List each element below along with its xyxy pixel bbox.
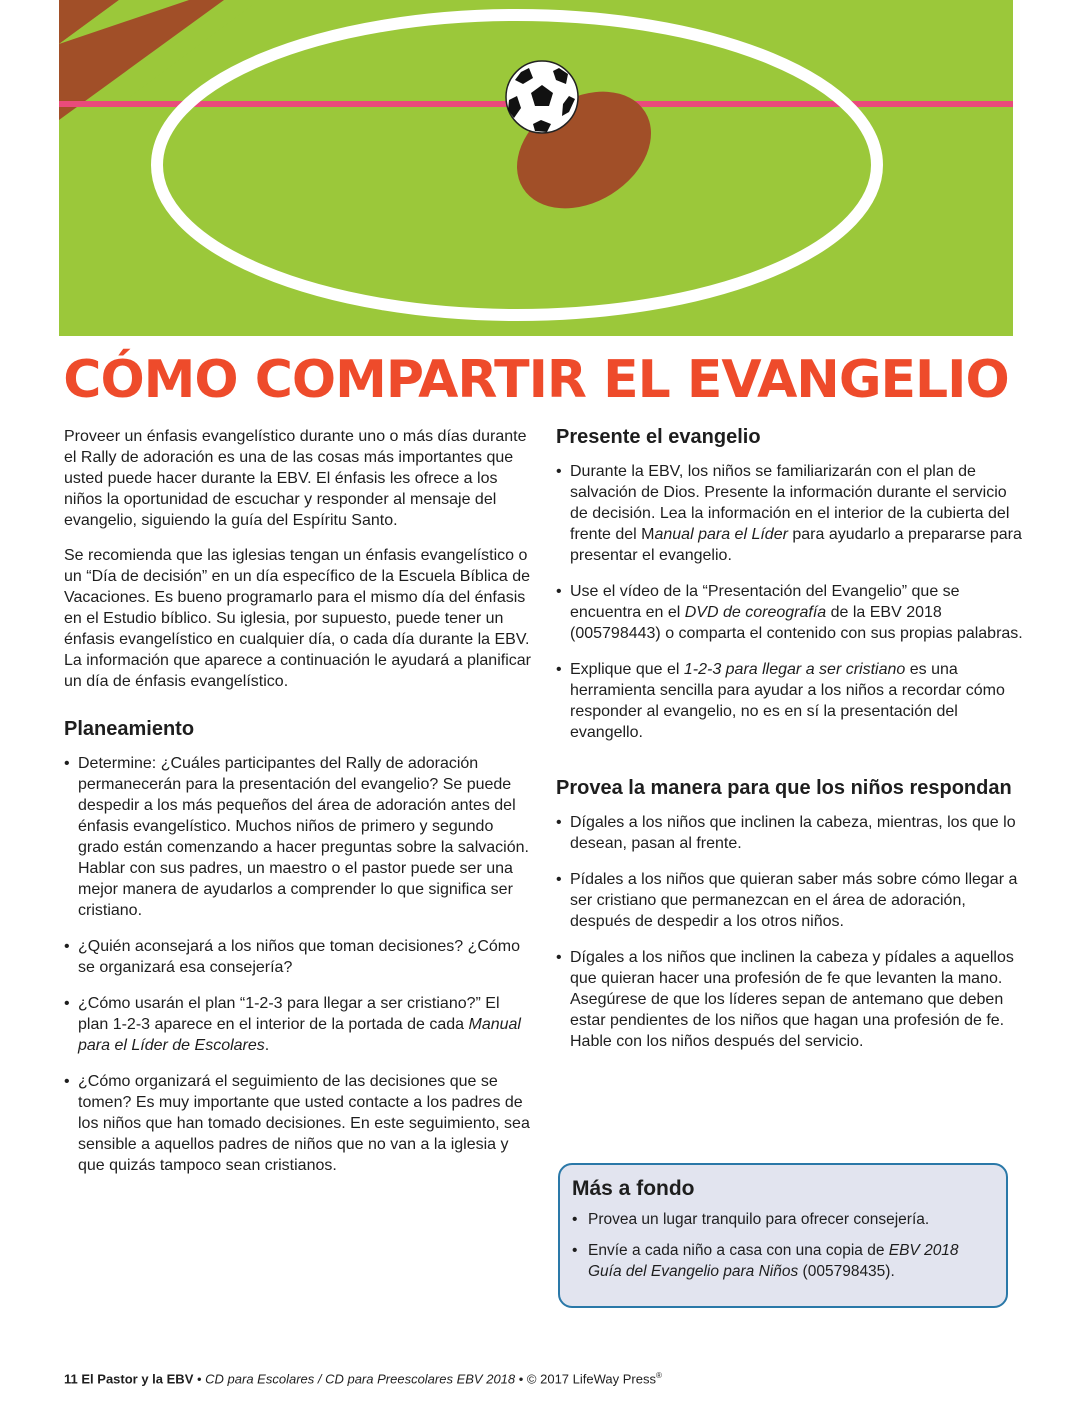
intro-paragraph-1: Proveer un énfasis evangelístico durante uno o más días durante el Rally de adoración es una de las cosas más importantes que usted puede hacer durante la EBV. El énfasis les ofrece a los niños la oportunidad de escuchar y responder al mensaje del evangelio, siguiendo la guía del Espíritu Santo. xyxy=(64,428,527,529)
list-item-emphasis: anual para el Líder xyxy=(654,526,788,543)
list-item-text: (005798435). xyxy=(798,1263,895,1280)
list-item xyxy=(556,659,1024,743)
footer-copyright: © 2017 LifeWay Press xyxy=(526,1371,656,1387)
hero-illustration xyxy=(59,0,1013,336)
list-item-text: es una herramienta sencilla para ayudar a los niños a recordar cómo responder al evangelio, no es en sí la presentación del evangello. xyxy=(570,661,1005,741)
list-item-text: . xyxy=(264,1037,270,1054)
footer-separator: • xyxy=(193,1371,206,1387)
list-item-emphasis: EBV 2018 Guía del Evangelio para Niños xyxy=(588,1242,959,1280)
footer-separator: • xyxy=(515,1371,527,1387)
list-item xyxy=(556,461,1024,566)
planning-list xyxy=(64,753,534,1176)
list-item-emphasis: Manual para el Líder de Escolares xyxy=(78,1016,521,1054)
list-item: • ¿Cómo organizará el seguimiento de las decisiones que se tomen? Es muy importante que usted contacte a los padres de los niños que han tomado decisiones. En este seguimiento, sea sensible a aquellos padres de niños que no van a la iglesia y que quizás tampoco sean cristianos. xyxy=(64,1071,534,1176)
registered-mark: ® xyxy=(655,1371,662,1380)
soccer-field-graphic xyxy=(59,0,1013,336)
section-heading-respond: Provea la manera para que los niños respondan xyxy=(556,777,1012,799)
list-item-emphasis: DVD de coreografía xyxy=(684,604,827,621)
list-item: • Dígales a los niños que inclinen la cabeza, mientras, los que lo desean, pasan al frente. xyxy=(556,812,1024,854)
list-item-text: para ayudarlo a prepararse para presentar el evangelio. xyxy=(570,526,1022,564)
page-footer xyxy=(64,1371,662,1386)
footer-title: El Pastor y la EBV xyxy=(81,1371,194,1387)
list-item xyxy=(64,993,534,1056)
page-title: CÓMO COMPARTIR EL EVANGELIO xyxy=(63,350,1009,410)
list-item: • ¿Quién aconsejará a los niños que toman decisiones? ¿Cómo se organizará esa consejería? xyxy=(64,936,534,978)
list-item: • Determine: ¿Cuáles participantes del Rally de adoración permanecerán para la presentación del evangelio? Se puede despedir a los más pequeños del área de adoración antes del énfasis evangelístico. Muchos niños de primero y segundo grado están comenzando a hacer preguntas sobre la salvación. Hablar con sus padres, un maestro o el pastor puede ser una mejor manera de ayudarlos a comprender lo que significa ser cristiano. xyxy=(64,753,534,921)
intro-paragraph-2: Se recomienda que las iglesias tengan un énfasis evangelístico o un “Día de decisión” en un día específico de la Escuela Bíblica de Vacaciones. Es bueno programarlo para el mismo día del énfasis en el Estudio bíblico. Su iglesia, por supuesto, puede tener un énfasis evangelístico en cualquier día, o cada día durante la EBV. La información que aparece a continuación le ayudará a planificar un día de énfasis evangelístico. xyxy=(64,547,531,690)
list-item-text: Explique que el xyxy=(570,661,684,678)
section-heading-present: Presente el evangelio xyxy=(556,426,761,448)
list-item: • Provea un lugar tranquilo para ofrecer consejería. xyxy=(572,1209,994,1230)
list-item xyxy=(556,581,1024,644)
callout-heading: Más a fondo xyxy=(572,1177,695,1200)
list-item: • Pídales a los niños que quieran saber más sobre cómo llegar a ser cristiano que permanezcan en el área de adoración, después de despedir a los otros niños. xyxy=(556,869,1024,932)
list-item xyxy=(572,1240,994,1282)
list-item-text: Durante la EBV, los niños se familiarizarán con el plan de salvación de Dios. Presente la información durante el servicio de decisión. Lea la información en el interior de la cubierta del frente del M xyxy=(570,463,1010,543)
list-item-emphasis: 1-2-3 para llegar a ser cristiano xyxy=(683,661,906,678)
page-number: 11 xyxy=(64,1371,78,1387)
present-list xyxy=(556,461,1024,743)
list-item-text: Envíe a cada niño a casa con una copia de xyxy=(588,1242,889,1259)
section-heading-planning: Planeamiento xyxy=(64,718,195,740)
list-item: • Dígales a los niños que inclinen la cabeza y pídales a aquellos que quieran hacer una profesión de fe que levanten la mano. Asegúrese de que los líderes sepan de antemano que deben estar pendientes de los niños que hagan una profesión de fe. Hable con los niños después del servicio. xyxy=(556,947,1024,1052)
list-item-text: Use el vídeo de la “Presentación del Evangelio” que se encuentra en el xyxy=(570,583,960,621)
callout-list xyxy=(572,1209,994,1282)
right-column xyxy=(556,426,1024,1067)
deeper-callout-box xyxy=(558,1163,1008,1308)
left-column xyxy=(64,426,534,1191)
list-item-text: de la EBV 2018 (005798443) o comparta el contenido con sus propias palabras. xyxy=(570,604,1023,642)
footer-product: CD para Escolares / CD para Preescolares EBV 2018 xyxy=(205,1371,516,1387)
list-item-text: ¿Cómo usarán el plan “1-2-3 para llegar a ser cristiano?” El plan 1-2-3 aparece en el interior de la portada de cada xyxy=(78,995,500,1033)
soccer-ball-icon xyxy=(506,61,578,133)
respond-list xyxy=(556,812,1024,1052)
